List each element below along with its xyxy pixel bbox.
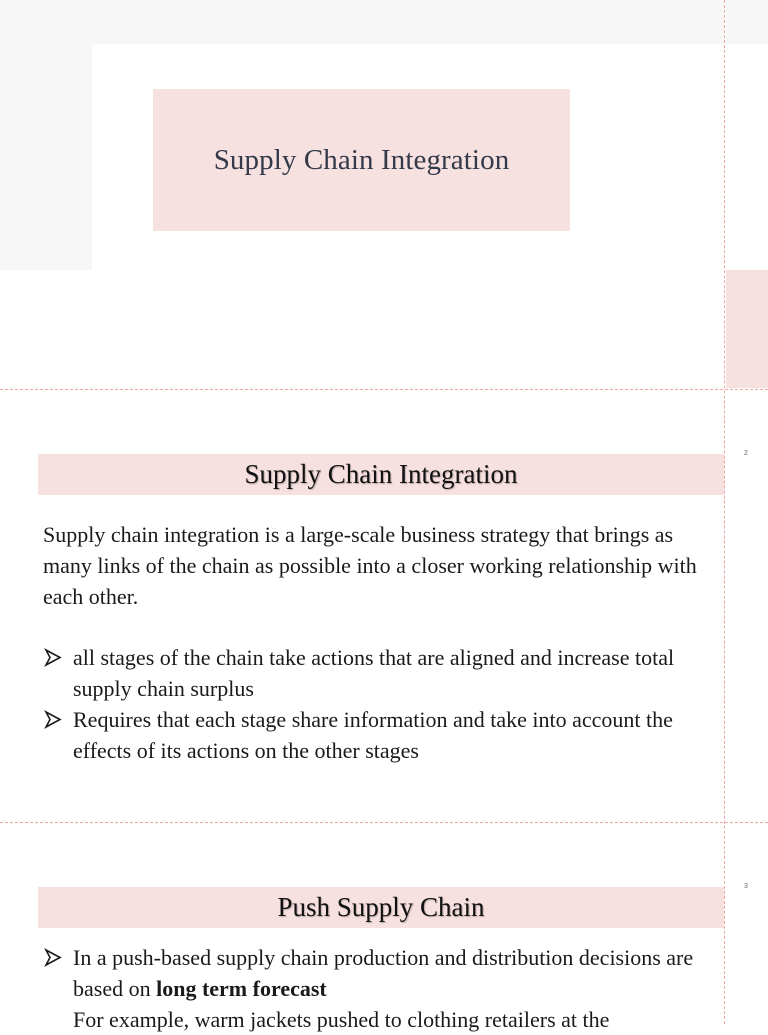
- bullet-text: For example, warm jackets pushed to clothing retailers at the: [73, 1007, 610, 1032]
- list-item: [43, 1004, 713, 1035]
- slide3-heading: Push Supply Chain: [277, 892, 485, 922]
- slide3-page-number: 3: [744, 883, 748, 890]
- gutter-pink-block: [726, 270, 768, 388]
- slide-divider-2: [0, 822, 768, 823]
- slide3-bullet-list: [43, 942, 713, 1035]
- list-item: [43, 704, 713, 766]
- slide2-heading-bar: [38, 454, 724, 495]
- slide2-paragraph: Supply chain integration is a large-scale business strategy that brings as many links of the chain as possible into a closer working relationship with each other.: [43, 522, 697, 609]
- slide1-title-box: [153, 89, 570, 231]
- gutter-top-block: [726, 0, 768, 44]
- slide2-page-number: 2: [744, 450, 748, 457]
- bullet-text: all stages of the chain take actions that are aligned and increase total supply chain surplus: [73, 645, 675, 701]
- slide2-bullet-list: [43, 642, 713, 766]
- slide1-left-band: [0, 44, 92, 270]
- bullet-emphasis: long term forecast: [156, 976, 327, 1001]
- arrowhead-bullet-icon: [43, 704, 65, 735]
- bullet-text: In a push-based supply chain production and distribution decisions are based on: [73, 945, 694, 1001]
- bullet-text: Requires that each stage share information and take into account the effects of its actions on the other stages: [73, 707, 673, 763]
- page-margin-guide: [724, 0, 725, 1024]
- slide1-top-band: [0, 0, 724, 44]
- list-item: [43, 642, 713, 704]
- slide3-heading-bar: [38, 887, 724, 928]
- arrowhead-bullet-icon: [43, 642, 65, 673]
- slide-divider-1: [0, 389, 768, 390]
- arrowhead-bullet-icon: [43, 942, 65, 973]
- slide2-heading: Supply Chain Integration: [244, 459, 518, 489]
- slide1-title: Supply Chain Integration: [213, 143, 510, 176]
- list-item: [43, 942, 713, 1004]
